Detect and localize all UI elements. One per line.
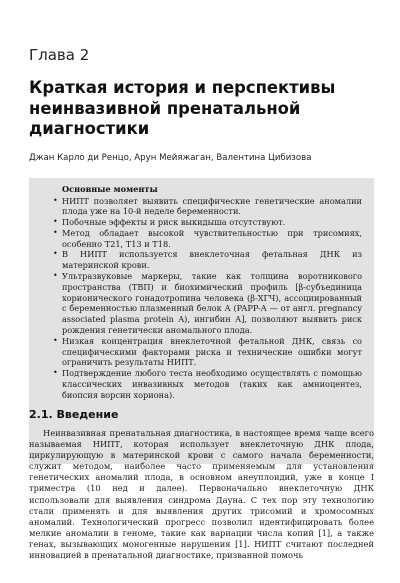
key-point-text: Подтверждение любого теста необходимо осуществлять с помощью классических инвазивных методов (таких как амниоцентез, биопсия ворсин хориона). bbox=[62, 368, 362, 400]
chapter-label: Глава 2 bbox=[29, 46, 90, 64]
bullet-icon: • bbox=[53, 368, 58, 378]
key-point-item bbox=[53, 368, 362, 400]
chapter-title: Краткая история и перспективы неинвазивной пренатальной диагностики bbox=[29, 78, 336, 138]
section-heading: 2.1. Введение bbox=[29, 408, 119, 421]
bullet-icon: • bbox=[53, 217, 58, 227]
key-point-item bbox=[53, 195, 362, 218]
key-point-text: Низкая концентрация внеклеточной фетальной ДНК, связь со специфическими факторами риска и технические ошибки могут ограничить результаты НИПТ. bbox=[62, 335, 362, 368]
bullet-icon: • bbox=[53, 271, 58, 281]
key-point-text: НИПТ позволяет выявить специфические генетические аномалии плода уже на 10-й неделе беременности. bbox=[62, 195, 362, 217]
key-points-heading: Основные моменты bbox=[62, 184, 158, 194]
key-point-item bbox=[53, 217, 362, 228]
key-points-list bbox=[53, 195, 362, 401]
key-points-box bbox=[29, 178, 374, 464]
chapter-authors: Джан Карло ди Ренцо, Арун Мейяжаган, Валентина Цибизова bbox=[29, 153, 312, 163]
key-point-text: Ультразвуковые маркеры, такие как толщина воротникового пространства (ТВП) и биохимический профиль [β-субъединица хорионического гонадотропина человека (β-ХГЧ), ассоциированный с беременностью плазменный белок А (PAPP-А — от англ. pregnancy associated plasma protein A), ингибин А], позволяют выявить риск рождения генетически аномального плода. bbox=[62, 271, 362, 336]
key-point-item bbox=[53, 271, 362, 336]
bullet-icon: • bbox=[53, 249, 58, 259]
bullet-icon: • bbox=[53, 335, 58, 345]
key-point-text: Побочные эффекты и риск выкидыша отсутствуют. bbox=[62, 217, 286, 228]
key-point-text: В НИПТ используется внеклеточная фетальная ДНК из материнской крови. bbox=[62, 249, 362, 271]
body-paragraph: Неинвазивная пренатальная диагностика, в настоящее время чаще всего называемая НИПТ, которая использует внеклеточную ДНК плода, циркулирующую в материнской крови с самого начала беременности, служит методом, наиболее часто применяемым для установления генетических аномалий плода, в основном анеуплоидий, уже в конце I триместра (10 нед и далее). Первоначально внеклеточную ДНК использовали для выявления синдрома Дауна. С тех пор эту технологию стали применять и для выявления других трисомий и хромосомных аномалий. Технологический прогресс позволил идентифицировать более мелкие аномалии в геноме, такие как вариации числа копий [1], а также генах, вызывающих моногенные нарушения [1]. НИПТ считают последней инновацией в пренатальной диагностике, призванной помочь bbox=[29, 428, 374, 561]
key-point-item bbox=[53, 249, 362, 271]
key-point-item bbox=[53, 227, 362, 250]
key-point-item bbox=[53, 335, 362, 368]
bullet-icon: • bbox=[53, 195, 58, 205]
key-point-text: Метод обладает высокой чувствительностью при трисомиях, особенно Т21, Т13 и Т18. bbox=[62, 227, 362, 249]
bullet-icon: • bbox=[53, 227, 58, 237]
